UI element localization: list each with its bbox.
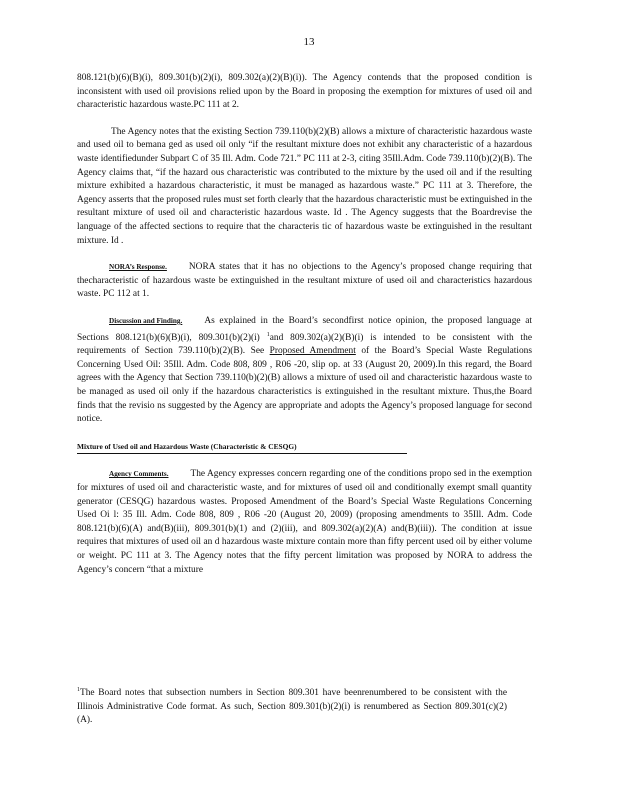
paragraph-agency-comments xyxy=(77,468,532,577)
discussion-text-1: As explained in the Board’s secondfirst notice opinion, the proposed language at Sections 808.121(b)(6)(B)(i), 809.301(b)(2)(i) xyxy=(77,315,532,343)
footnote-marker: 1 xyxy=(77,687,80,693)
paragraph-agency-contends: 808.121(b)(6)(B)(i), 809.301(b)(2)(i), 809.302(a)(2)(B)(i)). The Agency contends that the proposed condition is inconsistent with used oil provisions relied upon by the Board in proposing the exemption for mixtures of used oil and characteristic hazardous waste.PC 111 at 2. xyxy=(77,73,532,111)
nora-response-text: NORA states that it has no objections to the Agency’s proposed change requiring that thecharacteristic of hazardous waste be extinguished in the resultant mixture of used oil and characteristics hazardous waste. PC 112 at 1. xyxy=(77,262,532,300)
page-body xyxy=(77,72,532,590)
paragraph-nora-response xyxy=(77,261,532,302)
page-number: 13 xyxy=(303,36,315,48)
agency-comments-heading: Agency Comments. xyxy=(109,470,169,479)
proposed-amendment-citation: Proposed Amendment xyxy=(269,346,356,357)
paragraph-agency-notes: The Agency notes that the existing Section 739.110(b)(2)(B) allows a mixture of characteristic hazardous waste and used oil to bemana ged as used oil only “if the resultant mixture does not exhibit any characteristic of a hazardous waste identifiedunder Subpart C of 35 Ill. Adm. Code 721.” PC 111 at 2-3, citing 35Ill.Adm. Code 739.110(b)(2)(B). The Agency claims that, “if the hazard ous characteristic was contributed to the mixture by the used oil and if the resulting mixture exhibited a hazardous characteristic, it must be managed as hazardous waste.” PC 111 at 3. Therefore, the Agency asserts that the proposed rules must set forth clearly that the hazardous characteristic must be extinguished in the resultant mixture of used oil and characteristic hazardous waste. Id . The Agency suggests that the Boardrevise the language of the affected sections to require that the characteris tic of hazardous waste be extinguished in the resultant mixture. Id . xyxy=(77,126,532,246)
agency-comments-text: The Agency expresses concern regarding one of the conditions propo sed in the exemption for mixtures of used oil and characteristic waste, and for mixtures of used oil and conditionally exempt small quantity generator (CESQG) hazardous wastes. Proposed Amendment of the Board’s Special Waste Regulations Concerning Used Oi l: 35 Ill. Adm. Code 808, 809 , R06 -20 (August 20, 2009) (proposing amendments to 35Ill. Adm. Code 808.121(b)(6)(A) and(B)(iii), 809.301(b)(1) and (2)(iii), and 809.302(a)(2)(A) and(B)(iii)). The condition at issue requires that mixtures of used oil an d hazardous waste mixture contain more than fifty percent used oil by either volume or weight. PC 111 at 3. The Agency notes that the fifty percent limitation was proposed by NORA to address the Agency’s concern “that a mixture xyxy=(77,469,532,575)
discussion-text-2: and 809.302(a)(2)(B)(i) is intended to be consistent with the requirements of Section 739.110(b)(2)(B). See xyxy=(77,332,532,357)
discussion-heading: Discussion and Finding. xyxy=(109,316,183,325)
nora-response-heading: NORA’s Response. xyxy=(109,263,167,272)
discussion-text-3: of the Board’s Special Waste Regulations Concerning Used Oil: 35Ill. Adm. Code 808, 809 , R06 -20, slip op. at 33 (August 20, 2009).In this regard, the Board agrees with the Agency that Section 739.110(b)(2)(B) allows a mixture of used oil and characteristic hazardous waste to be managed as used oil only if the hazardous characteristics is extinguished in the resultant mixture. Thus,the Board finds that the revisio ns suggested by the Agency are appropriate and adopts the Agency’s proposed language for second notice. xyxy=(77,346,533,425)
footnote-reference[interactable]: 1 xyxy=(266,331,270,338)
section-heading-used-oil-mixture: Mixture of Used oil and Hazardous Waste (Characteristic & CESQG) xyxy=(77,440,407,455)
footnote xyxy=(77,684,507,728)
paragraph-discussion xyxy=(77,315,532,427)
footnote-text: The Board notes that subsection numbers in Section 809.301 have beenrenumbered to be consistent with the Illinois Administrative Code format. As such, Section 809.301(b)(2)(i) is renumbered as Section 809.301(c)(2)(A). xyxy=(77,688,507,726)
